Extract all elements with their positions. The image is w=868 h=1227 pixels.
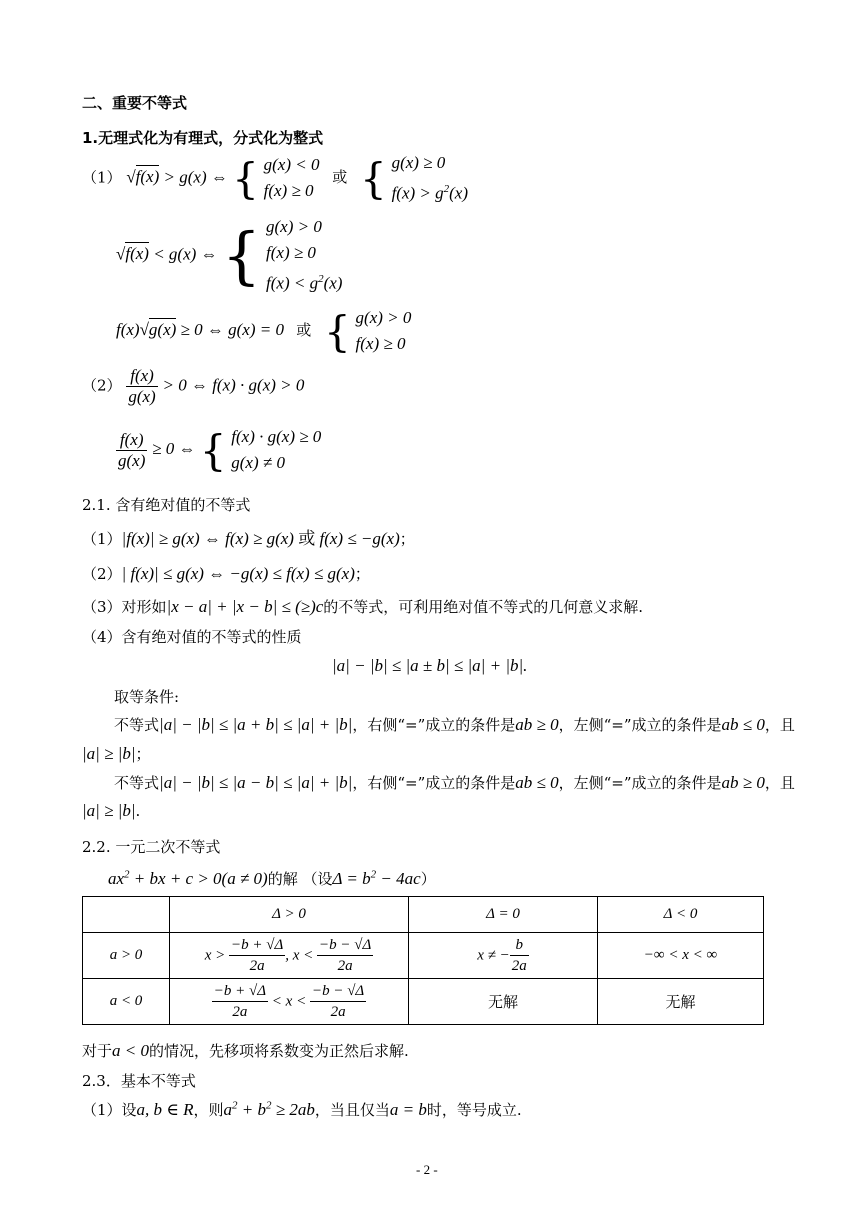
section-heading: 二、重要不等式 [82,94,188,112]
abs-item-4: （4）含有绝对值的不等式的性质 [82,628,302,646]
abs-item-2: （2）| f(x)| ≤ g(x) ⇔ −g(x) ≤ f(x) ≤ g(x)； [82,564,370,583]
section-2-1: 2.1. 含有绝对值的不等式 [82,496,251,514]
cell-a-pos-delta-pos: x > $\frac{-b + √\Delta}{2a}$ , x < $\frac{-b - √\Delta}{2a}$ [170,933,409,979]
abs-item-1: （1）|f(x)| ≥ g(x) ⇔ f(x) ≥ g(x) 或 f(x) ≤ −g(x)； [82,529,415,548]
table-note: 对于a < 0的情况，先移项将系数变为正然后求解. [82,1041,409,1060]
formula-5: $\frac{f(x)}{g(x)}$ ≥ 0 ⇔ { f(x) · g(x) ≥ 0 g(x) ≠ 0 [118,425,322,475]
cell-a-neg-delta-neg: 无解 [598,979,764,1025]
formula-1: （1） √f(x) > g(x) ⇔ { g(x) < 0 f(x) ≥ 0 或 { g(x) ≥ 0 $f(x) > g^2(x)$ [82,153,468,203]
quadratic-table [82,896,764,1025]
equality-line-1: 不等式|a| − |b| ≤ |a + b| ≤ |a| + |b|，右侧“=”成立的条件是ab ≥ 0，左侧“=”成立的条件是ab ≤ 0，且 [114,715,795,734]
quadratic-intro: $ax^2$ + bx + c > 0(a ≠ 0)的解 （设$\Delta = b^2 - 4ac$） [108,868,436,888]
formula-4: （2） $\frac{f(x)}{g(x)}$ > 0 ⇔ f(x) · g(x) > 0 [82,366,305,406]
row-label-a-positive: a > 0 [83,933,170,979]
formula-2: √f(x) < g(x) ⇔ { g(x) > 0 f(x) ≥ 0 $f(x) < g^2(x)$ [116,217,343,293]
cell-a-neg-delta-pos: $\frac{-b + √\Delta}{2a}$ < x < $\frac{-b - √\Delta}{2a}$ [170,979,409,1025]
equality-line-1-cont: |a| ≥ |b|； [82,744,151,763]
cell-a-pos-delta-zero: x ≠ − $\frac{b}{2a}$ [409,933,598,979]
equality-line-2-cont: |a| ≥ |b|. [82,801,141,820]
section-2-3: 2.3．基本不等式 [82,1072,196,1090]
basic-ineq-1: （1）设a, b ∈ R，则$a^2 + b^2 \ge 2ab$，当且仅当a = b时，等号成立. [82,1099,522,1119]
formula-3: f(x)√g(x) ≥ 0 ⇔ g(x) = 0 或 { g(x) > 0 f(x) ≥ 0 [116,306,412,356]
equality-condition-label: 取等条件: [114,688,180,706]
header-delta-negative: Δ < 0 [598,897,764,933]
cell-a-neg-delta-zero: 无解 [409,979,598,1025]
cell-a-pos-delta-neg: −∞ < x < ∞ [598,933,764,979]
section-2-2: 2.2. 一元二次不等式 [82,838,221,856]
abs-item-3: （3）对形如|x − a| + |x − b| ≤ (≥)c的不等式，可利用绝对值不等式的几何意义求解. [82,597,644,616]
header-delta-zero: Δ = 0 [409,897,598,933]
abs-property: |a| − |b| ≤ |a ± b| ≤ |a| + |b|. [332,656,528,675]
subsection-title: 1.无理式化为有理式，分式化为整式 [82,129,324,147]
row-label-a-negative: a < 0 [83,979,170,1025]
equality-line-2: 不等式|a| − |b| ≤ |a − b| ≤ |a| + |b|，右侧“=”成立的条件是ab ≤ 0，左侧“=”成立的条件是ab ≥ 0，且 [114,773,795,792]
header-delta-positive: Δ > 0 [170,897,409,933]
page-number: - 2 - [416,1162,438,1177]
